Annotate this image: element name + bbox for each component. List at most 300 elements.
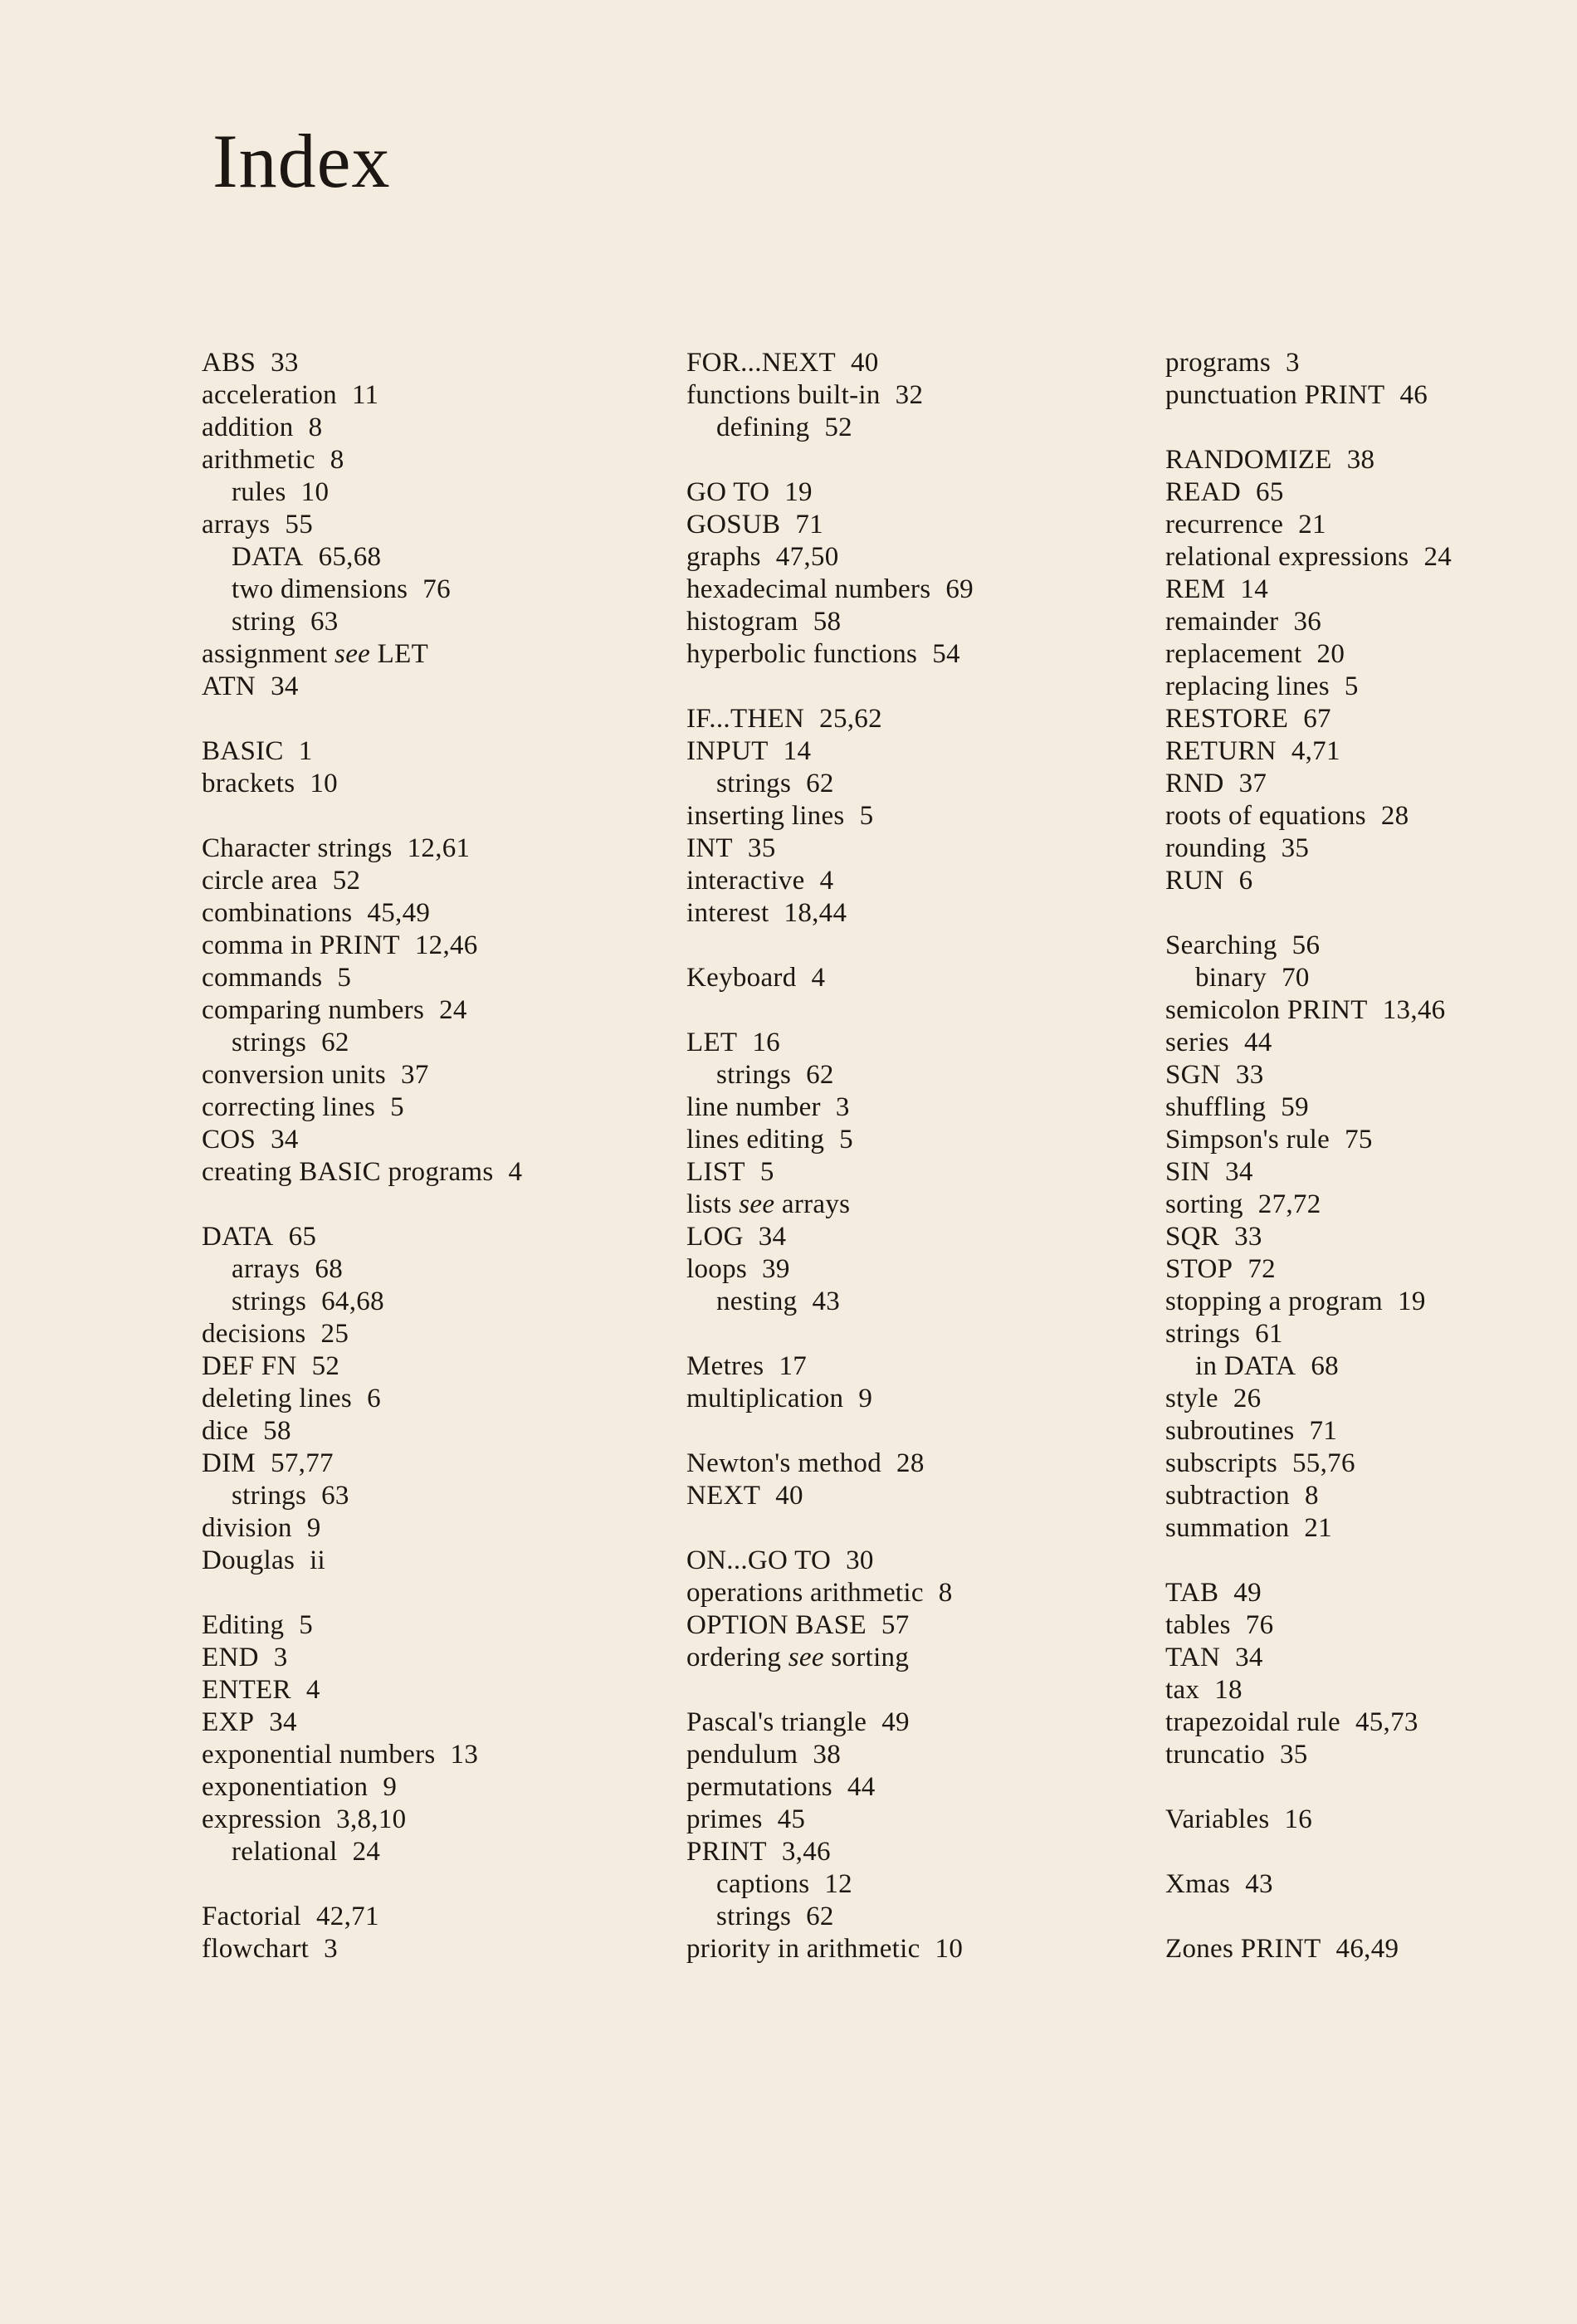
- index-term: STOP: [1165, 1254, 1233, 1284]
- index-subentry: [686, 1901, 1151, 1933]
- index-entry: [686, 379, 1151, 412]
- page-numbers: 45: [777, 1804, 806, 1834]
- index-entry: [1165, 574, 1577, 606]
- index-term: DATA: [232, 542, 304, 572]
- index-term: primes: [686, 1804, 763, 1834]
- page-numbers: 28: [1380, 801, 1409, 831]
- index-term: TAB: [1165, 1578, 1219, 1608]
- index-term: subscripts: [1165, 1448, 1277, 1478]
- page-numbers: 5: [1344, 671, 1359, 701]
- page-numbers: 65,68: [318, 542, 382, 572]
- index-entry: [202, 1124, 666, 1156]
- index-term: SQR: [1165, 1222, 1220, 1252]
- index-term: nesting: [716, 1286, 798, 1316]
- index-term: line number: [686, 1092, 821, 1122]
- page-numbers: 4: [811, 963, 826, 993]
- index-term: comparing numbers: [202, 995, 425, 1025]
- index-term: inserting lines: [686, 801, 845, 831]
- index-entry: [202, 1706, 666, 1739]
- index-term: exponentiation: [202, 1772, 369, 1802]
- index-term: sorting: [1165, 1189, 1243, 1219]
- index-term: creating BASIC programs: [202, 1157, 494, 1187]
- page-numbers: 39: [762, 1254, 790, 1284]
- page-numbers: 37: [401, 1060, 429, 1090]
- index-term: Metres: [686, 1351, 764, 1381]
- index-entry: [686, 897, 1151, 930]
- index-term: strings: [1165, 1319, 1241, 1349]
- page-numbers: 58: [813, 607, 842, 637]
- index-term: Editing: [202, 1610, 285, 1640]
- index-entry: [202, 1318, 666, 1350]
- index-term: strings: [232, 1286, 307, 1316]
- index-entry: [202, 379, 666, 412]
- page-numbers: 71: [1309, 1416, 1338, 1446]
- index-term: decisions: [202, 1319, 306, 1349]
- index-entry: [686, 638, 1151, 671]
- page-numbers: 24: [352, 1837, 381, 1867]
- index-term: brackets: [202, 769, 295, 798]
- page-numbers: 68: [315, 1254, 344, 1284]
- page-numbers: 34: [271, 671, 299, 701]
- see-target: arrays: [781, 1189, 851, 1219]
- page-numbers: 25: [320, 1319, 349, 1349]
- index-entry: [686, 1156, 1151, 1189]
- index-entry: [686, 1739, 1151, 1771]
- index-term: Character strings: [202, 833, 393, 863]
- index-entry: [202, 1674, 666, 1706]
- page-numbers: 4: [819, 866, 834, 896]
- page-numbers: 16: [752, 1028, 780, 1057]
- index-entry: [1165, 1577, 1577, 1609]
- index-term: circle area: [202, 866, 318, 896]
- page-numbers: 3: [273, 1643, 288, 1672]
- page-numbers: 44: [847, 1772, 876, 1802]
- index-term: RETURN: [1165, 736, 1277, 766]
- index-term: binary: [1195, 963, 1267, 993]
- index-entry: [686, 735, 1151, 768]
- index-term: shuffling: [1165, 1092, 1267, 1122]
- page-title: Index: [212, 119, 391, 203]
- index-entry: [686, 509, 1151, 541]
- index-term: READ: [1165, 477, 1242, 507]
- page-numbers: 59: [1281, 1092, 1309, 1122]
- index-term: GO TO: [686, 477, 770, 507]
- index-entry: [202, 1609, 666, 1642]
- index-term: ENTER: [202, 1675, 291, 1705]
- index-entry: [202, 1933, 666, 1965]
- page-numbers: 68: [1311, 1351, 1339, 1381]
- index-term: LET: [686, 1028, 738, 1057]
- index-term: INPUT: [686, 736, 769, 766]
- index-subentry: [202, 1253, 666, 1286]
- index-term: Factorial: [202, 1902, 301, 1931]
- index-term: truncatio: [1165, 1740, 1265, 1770]
- index-term: rules: [232, 477, 286, 507]
- index-term: in DATA: [1195, 1351, 1296, 1381]
- index-term: Newton's method: [686, 1448, 882, 1478]
- index-term: addition: [202, 413, 294, 442]
- page-numbers: 21: [1304, 1513, 1332, 1543]
- index-term: IF...THEN: [686, 704, 805, 734]
- index-term: LOG: [686, 1222, 744, 1252]
- page-numbers: 58: [263, 1416, 291, 1446]
- index-entry: [1165, 703, 1577, 735]
- page-numbers: 1: [298, 736, 313, 766]
- index-subentry: [202, 606, 666, 638]
- index-term: expression: [202, 1804, 322, 1834]
- index-entry: [1165, 1933, 1577, 1965]
- page-numbers: 25,62: [819, 704, 882, 734]
- index-term: style: [1165, 1384, 1218, 1413]
- index-entry: [686, 1545, 1151, 1577]
- index-term: replacing lines: [1165, 671, 1330, 701]
- index-term: roots of equations: [1165, 801, 1366, 831]
- index-entry: [686, 1383, 1151, 1415]
- page-numbers: 42,71: [316, 1902, 379, 1931]
- index-entry: [1165, 1706, 1577, 1739]
- index-entry: [1165, 444, 1577, 476]
- page-numbers: 65: [1256, 477, 1284, 507]
- page-numbers: 57: [881, 1610, 910, 1640]
- index-entry: [202, 444, 666, 476]
- page-numbers: 3: [324, 1934, 338, 1964]
- index-term: replacement: [1165, 639, 1302, 669]
- index-entry: [202, 1901, 666, 1933]
- index-term: RND: [1165, 769, 1224, 798]
- index-term: defining: [716, 413, 810, 442]
- index-entry: [1165, 1415, 1577, 1448]
- index-term: interactive: [686, 866, 805, 896]
- index-entry: [686, 1091, 1151, 1124]
- page-numbers: 55,76: [1292, 1448, 1355, 1478]
- page-numbers: 75: [1345, 1125, 1373, 1155]
- index-entry: [202, 1804, 666, 1836]
- page-numbers: 56: [1291, 930, 1321, 960]
- index-subentry: [686, 1868, 1151, 1901]
- page-numbers: 4: [305, 1675, 320, 1705]
- index-entry: [686, 541, 1151, 574]
- index-term: Variables: [1165, 1804, 1270, 1834]
- page-numbers: 34: [758, 1222, 787, 1252]
- page-numbers: 10: [310, 769, 338, 798]
- page-numbers: 36: [1293, 607, 1322, 637]
- page-numbers: 62: [806, 769, 834, 798]
- index-entry: [686, 1480, 1151, 1512]
- index-term: lists: [686, 1189, 732, 1219]
- index-term: strings: [716, 1060, 792, 1090]
- index-term: ordering: [686, 1643, 782, 1672]
- index-term: GOSUB: [686, 510, 781, 540]
- index-term: dice: [202, 1416, 249, 1446]
- index-entry: [686, 1124, 1151, 1156]
- index-entry: [202, 1350, 666, 1383]
- index-entry: [1165, 1059, 1577, 1091]
- page-numbers: 43: [812, 1286, 841, 1316]
- page-numbers: 19: [784, 477, 813, 507]
- index-term: combinations: [202, 898, 353, 928]
- index-term: hyperbolic functions: [686, 639, 918, 669]
- index-term: division: [202, 1513, 292, 1543]
- see-reference: see: [739, 1189, 775, 1219]
- page-numbers: 3,46: [781, 1837, 831, 1867]
- page-numbers: 32: [895, 380, 924, 410]
- index-entry: [202, 865, 666, 897]
- index-entry: [1165, 541, 1577, 574]
- index-subentry: [1165, 1350, 1577, 1383]
- index-term: ABS: [202, 348, 256, 378]
- page-numbers: 76: [422, 574, 451, 604]
- index-entry: [202, 768, 666, 800]
- index-term: strings: [716, 1902, 792, 1931]
- index-term: priority in arithmetic: [686, 1934, 920, 1964]
- index-term: summation: [1165, 1513, 1290, 1543]
- index-entry: [686, 1836, 1151, 1868]
- page-numbers: 57,77: [271, 1448, 334, 1478]
- index-term: correcting lines: [202, 1092, 376, 1122]
- index-entry: [1165, 768, 1577, 800]
- page-numbers: 67: [1303, 704, 1331, 734]
- index-subentry: [202, 1480, 666, 1512]
- index-term: relational expressions: [1165, 542, 1409, 572]
- page-numbers: 33: [1234, 1222, 1262, 1252]
- index-column-2: [686, 347, 1151, 1965]
- index-entry: [686, 1609, 1151, 1642]
- index-entry: [1165, 735, 1577, 768]
- index-entry: [1165, 1189, 1577, 1221]
- index-entry: [202, 509, 666, 541]
- index-entry: [1165, 1253, 1577, 1286]
- index-entry: [202, 1383, 666, 1415]
- index-entry: [202, 1642, 666, 1674]
- index-term: deleting lines: [202, 1384, 353, 1413]
- index-entry: [1165, 606, 1577, 638]
- page-numbers: 45,49: [367, 898, 431, 928]
- index-entry: [1165, 930, 1577, 962]
- page-numbers: 63: [310, 607, 339, 637]
- index-term: string: [232, 607, 295, 637]
- page-numbers: 9: [858, 1384, 873, 1413]
- index-entry: [202, 1448, 666, 1480]
- index-term: SGN: [1165, 1060, 1221, 1090]
- index-term: strings: [232, 1481, 307, 1511]
- index-term: interest: [686, 898, 769, 928]
- index-term: two dimensions: [232, 574, 408, 604]
- index-term: permutations: [686, 1772, 832, 1802]
- index-entry: [1165, 1318, 1577, 1350]
- index-entry: [1165, 1804, 1577, 1836]
- index-entry: [1165, 832, 1577, 865]
- index-entry: [686, 1933, 1151, 1965]
- index-term: tax: [1165, 1675, 1200, 1705]
- index-term: Keyboard: [686, 963, 797, 993]
- index-entry: [202, 1739, 666, 1771]
- page-numbers: 12: [824, 1869, 852, 1899]
- index-term: END: [202, 1643, 259, 1672]
- index-column-3: [1165, 347, 1577, 1965]
- page-numbers: 52: [332, 866, 361, 896]
- see-reference: see: [334, 639, 371, 669]
- index-subentry: [202, 1027, 666, 1059]
- index-entry: [1165, 1512, 1577, 1545]
- index-entry: [1165, 1868, 1577, 1901]
- index-columns: [0, 347, 1577, 2007]
- index-term: Douglas: [202, 1545, 295, 1575]
- index-term: DATA: [202, 1222, 274, 1252]
- page-numbers: 10: [935, 1934, 964, 1964]
- index-entry: [686, 574, 1151, 606]
- index-column-1: [202, 347, 666, 1965]
- index-term: pendulum: [686, 1740, 798, 1770]
- index-term: Searching: [1165, 930, 1277, 960]
- page-numbers: 16: [1284, 1804, 1313, 1834]
- index-entry: [1165, 1383, 1577, 1415]
- index-term: lines editing: [686, 1125, 825, 1155]
- page-numbers: 13,46: [1382, 995, 1446, 1025]
- index-entry: [202, 897, 666, 930]
- index-entry: [1165, 1448, 1577, 1480]
- index-subentry: [202, 574, 666, 606]
- index-term: RANDOMIZE: [1165, 445, 1332, 475]
- index-term: trapezoidal rule: [1165, 1707, 1340, 1737]
- index-term: REM: [1165, 574, 1226, 604]
- index-subentry: [686, 1286, 1151, 1318]
- page-numbers: 8: [330, 445, 344, 475]
- index-term: tables: [1165, 1610, 1231, 1640]
- page-numbers: 49: [881, 1707, 910, 1737]
- page-numbers: 61: [1255, 1319, 1283, 1349]
- index-subentry: [1165, 962, 1577, 994]
- index-term: rounding: [1165, 833, 1267, 863]
- index-entry: [686, 1577, 1151, 1609]
- index-entry: [686, 1253, 1151, 1286]
- page-numbers: 21: [1298, 510, 1326, 540]
- index-term: functions built-in: [686, 380, 881, 410]
- index-term: NEXT: [686, 1481, 761, 1511]
- page-numbers: 34: [271, 1125, 299, 1155]
- page-numbers: 46: [1399, 380, 1428, 410]
- index-term: comma in PRINT: [202, 930, 400, 960]
- page-numbers: 62: [806, 1902, 834, 1931]
- page-numbers: 17: [779, 1351, 808, 1381]
- index-entry: [202, 832, 666, 865]
- index-term: strings: [716, 769, 792, 798]
- index-entry: [1165, 800, 1577, 832]
- page-numbers: 35: [747, 833, 776, 863]
- see-target: sorting: [831, 1643, 910, 1672]
- index-entry: [1165, 1674, 1577, 1706]
- index-term: semicolon PRINT: [1165, 995, 1368, 1025]
- index-entry: [686, 800, 1151, 832]
- page-numbers: 62: [806, 1060, 834, 1090]
- index-term: PRINT: [686, 1837, 767, 1867]
- index-entry: [202, 638, 666, 671]
- page-numbers: 47,50: [775, 542, 839, 572]
- index-entry: [686, 1189, 1151, 1221]
- index-subentry: [202, 476, 666, 509]
- page-numbers: 4: [508, 1157, 523, 1187]
- index-entry: [202, 962, 666, 994]
- index-term: RUN: [1165, 866, 1224, 896]
- index-subentry: [686, 412, 1151, 444]
- page-numbers: 8: [938, 1578, 953, 1608]
- page-numbers: 6: [1238, 866, 1253, 896]
- index-subentry: [202, 1286, 666, 1318]
- index-entry: [686, 1448, 1151, 1480]
- index-term: LIST: [686, 1157, 745, 1187]
- index-subentry: [202, 1836, 666, 1868]
- index-term: loops: [686, 1254, 748, 1284]
- page-numbers: 8: [308, 413, 323, 442]
- index-entry: [1165, 1027, 1577, 1059]
- page-numbers: 14: [1240, 574, 1269, 604]
- index-term: recurrence: [1165, 510, 1284, 540]
- page-numbers: 26: [1233, 1384, 1262, 1413]
- page-numbers: 35: [1280, 1740, 1308, 1770]
- index-entry: [1165, 1124, 1577, 1156]
- index-entry: [1165, 865, 1577, 897]
- index-entry: [202, 1771, 666, 1804]
- page-numbers: 14: [783, 736, 812, 766]
- index-entry: [686, 703, 1151, 735]
- page-numbers: 62: [321, 1028, 349, 1057]
- page-numbers: 70: [1282, 963, 1310, 993]
- index-entry: [686, 832, 1151, 865]
- index-entry: [686, 1804, 1151, 1836]
- index-term: ATN: [202, 671, 256, 701]
- index-entry: [202, 1415, 666, 1448]
- page-numbers: 30: [846, 1545, 874, 1575]
- page-numbers: 20: [1316, 639, 1345, 669]
- index-term: exponential numbers: [202, 1740, 436, 1770]
- page-numbers: 6: [367, 1384, 381, 1413]
- index-term: EXP: [202, 1707, 255, 1737]
- index-entry: [1165, 1609, 1577, 1642]
- index-entry: [1165, 1480, 1577, 1512]
- page-numbers: 44: [1243, 1028, 1272, 1057]
- page-numbers: 45,73: [1355, 1707, 1418, 1737]
- page-numbers: 3,8,10: [336, 1804, 407, 1834]
- index-term: series: [1165, 1028, 1229, 1057]
- page-numbers: 43: [1245, 1869, 1273, 1899]
- index-entry: [202, 1091, 666, 1124]
- index-term: arrays: [202, 510, 271, 540]
- page-numbers: 40: [775, 1481, 803, 1511]
- index-entry: [1165, 638, 1577, 671]
- index-entry: [1165, 1221, 1577, 1253]
- page-numbers: 3: [1286, 348, 1300, 378]
- index-entry: [1165, 1739, 1577, 1771]
- page-numbers: 24: [1423, 542, 1452, 572]
- index-entry: [686, 1027, 1151, 1059]
- index-term: hexadecimal numbers: [686, 574, 931, 604]
- index-term: OPTION BASE: [686, 1610, 867, 1640]
- page-numbers: 13: [450, 1740, 479, 1770]
- page-numbers: 19: [1398, 1286, 1426, 1316]
- page-numbers: 27,72: [1257, 1189, 1321, 1219]
- index-term: Xmas: [1165, 1869, 1231, 1899]
- page-numbers: 5: [859, 801, 874, 831]
- index-entry: [202, 994, 666, 1027]
- index-term: graphs: [686, 542, 761, 572]
- index-term: subroutines: [1165, 1416, 1295, 1446]
- page-numbers: 49: [1233, 1578, 1262, 1608]
- index-entry: [202, 1221, 666, 1253]
- index-entry: [1165, 509, 1577, 541]
- index-entry: [202, 735, 666, 768]
- index-entry: [1165, 1286, 1577, 1318]
- index-term: operations arithmetic: [686, 1578, 924, 1608]
- index-term: Zones PRINT: [1165, 1934, 1321, 1964]
